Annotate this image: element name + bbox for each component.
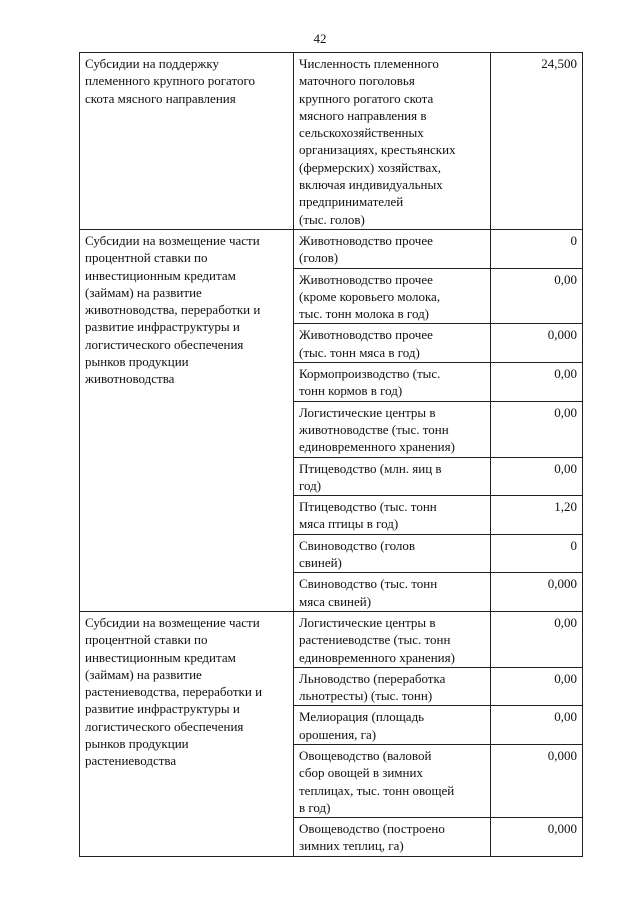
indicator-cell: Птицеводство (млн. яиц в год)	[294, 457, 491, 496]
table-row	[80, 229, 583, 268]
indicator-cell: Овощеводство (валовой сбор овощей в зимних теплицах, тыс. тонн овощей в год)	[294, 744, 491, 817]
value-cell: 0,00	[491, 611, 583, 667]
table-row	[80, 611, 583, 667]
indicator-cell: Льноводство (переработка льнотресты) (тыс. тонн)	[294, 667, 491, 706]
value-cell: 0,000	[491, 324, 583, 363]
indicator-cell: Свиноводство (тыс. тонн мяса свиней)	[294, 573, 491, 612]
indicator-cell: Животноводство прочее (голов)	[294, 229, 491, 268]
indicator-cell: Логистические центры в животноводстве (тыс. тонн единовременного хранения)	[294, 401, 491, 457]
indicator-cell: Свиноводство (голов свиней)	[294, 534, 491, 573]
value-cell: 0,00	[491, 706, 583, 745]
value-cell: 0	[491, 229, 583, 268]
value-cell: 0	[491, 534, 583, 573]
page-number: 42	[313, 31, 327, 46]
subsidy-table	[79, 52, 583, 857]
value-cell: 0,000	[491, 818, 583, 857]
indicator-cell: Животноводство прочее (кроме коровьего молока, тыс. тонн молока в год)	[294, 268, 491, 324]
indicator-cell: Логистические центры в растениеводстве (тыс. тонн единовременного хранения)	[294, 611, 491, 667]
value-cell: 1,20	[491, 496, 583, 535]
value-cell: 0,00	[491, 667, 583, 706]
subsidy-name-cell: Субсидии на возмещение части процентной ставки по инвестиционным кредитам (займам) на развитие животноводства, переработки и развитие инфраструктуры и логистического обеспечения рынков продукции животноводства	[80, 229, 294, 611]
value-cell: 0,00	[491, 363, 583, 402]
indicator-cell: Численность племенного маточного поголовья крупного рогатого скота мясного направления в сельскохозяйственных организациях, крестьянских (фермерских) хозяйствах, включая индивидуальных предпринимателей (тыс. голов)	[294, 53, 491, 230]
value-cell: 24,500	[491, 53, 583, 230]
value-cell: 0,00	[491, 401, 583, 457]
subsidy-name-cell: Субсидии на возмещение части процентной ставки по инвестиционным кредитам (займам) на развитие растениеводства, переработки и развитие инфраструктуры и логистического обеспечения рынков продукции растениеводства	[80, 611, 294, 856]
indicator-cell: Кормопроизводство (тыс. тонн кормов в год)	[294, 363, 491, 402]
value-cell: 0,00	[491, 457, 583, 496]
indicator-cell: Мелиорация (площадь орошения, га)	[294, 706, 491, 745]
value-cell: 0,000	[491, 573, 583, 612]
indicator-cell: Животноводство прочее (тыс. тонн мяса в год)	[294, 324, 491, 363]
table-row	[80, 53, 583, 230]
subsidy-name-cell: Субсидии на поддержку племенного крупного рогатого скота мясного направления	[80, 53, 294, 230]
value-cell: 0,000	[491, 744, 583, 817]
value-cell: 0,00	[491, 268, 583, 324]
indicator-cell: Птицеводство (тыс. тонн мяса птицы в год)	[294, 496, 491, 535]
indicator-cell: Овощеводство (построено зимних теплиц, га)	[294, 818, 491, 857]
